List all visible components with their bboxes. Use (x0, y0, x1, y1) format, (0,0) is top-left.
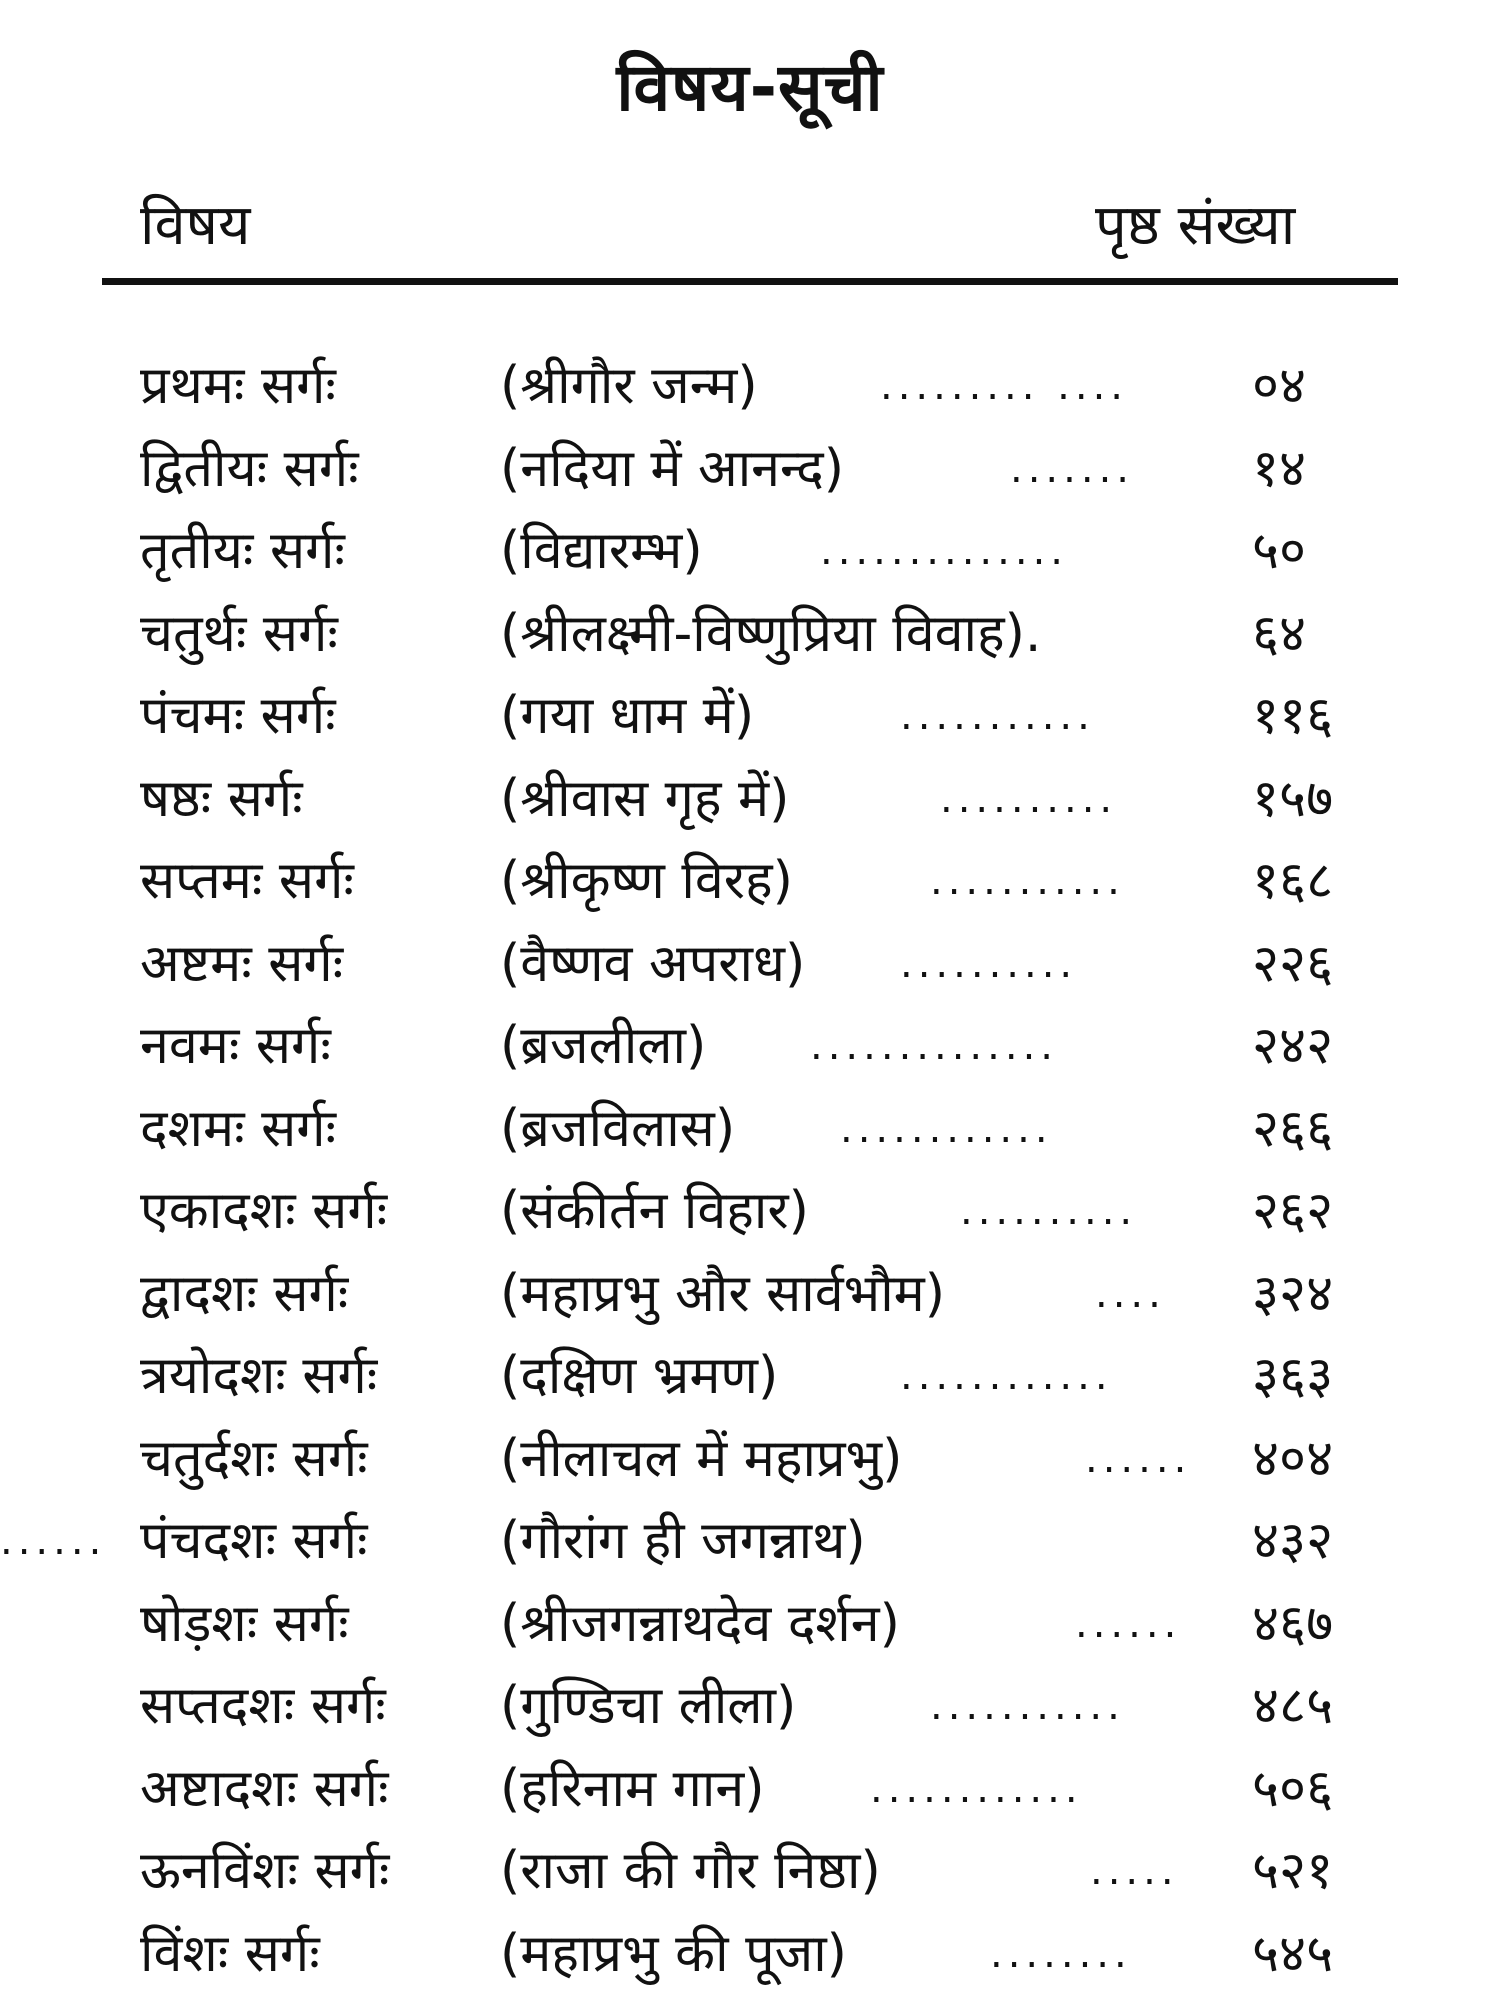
page-number: ४३२ (1252, 1511, 1334, 1571)
toc-row (0, 758, 1500, 841)
header-divider (102, 278, 1398, 285)
chapter-name: प्रथमः सर्गः (140, 356, 336, 416)
chapter-name: तृतीयः सर्गः (140, 521, 345, 581)
chapter-topic: (श्रीजगन्नाथदेव दर्शन) (500, 1593, 900, 1654)
page-number: ६४ (1252, 603, 1307, 664)
chapter-topic: (श्रीगौर जन्म) (500, 356, 758, 416)
page-number: ४८५ (1252, 1676, 1334, 1736)
chapter-name: द्वितीयः सर्गः (140, 438, 359, 499)
chapter-topic: (नदिया में आनन्द) (500, 438, 844, 499)
chapter-name: षोड़शः सर्गः (140, 1593, 349, 1654)
toc-row (0, 675, 1500, 758)
page-number: ३२४ (1252, 1263, 1334, 1324)
page-number: ३६३ (1252, 1346, 1334, 1406)
dot-leader: ........... (900, 693, 1095, 739)
dot-leader: ......... .... (880, 363, 1129, 409)
toc-row (0, 1500, 1500, 1583)
chapter-name: सप्तदशः सर्गः (140, 1676, 386, 1736)
page-number: ५० (1252, 521, 1307, 581)
chapter-name: चतुर्थः सर्गः (140, 603, 338, 664)
page-number: १६८ (1252, 851, 1334, 911)
chapter-name: दशमः सर्गः (140, 1098, 337, 1159)
chapter-name: त्रयोदशः सर्गः (140, 1346, 378, 1406)
table-of-contents (0, 345, 1500, 1995)
chapter-topic: (नीलाचल में महाप्रभु) (500, 1428, 903, 1489)
toc-row (0, 923, 1500, 1006)
page-number: २६६ (1252, 1098, 1334, 1159)
chapter-name: अष्टादशः सर्गः (140, 1758, 389, 1819)
chapter-topic: (संकीर्तन विहार) (500, 1181, 809, 1241)
toc-row (0, 1253, 1500, 1336)
toc-row (0, 1005, 1500, 1088)
dot-leader: .......... (900, 940, 1078, 987)
chapter-topic: (गौरांग ही जगन्नाथ) (500, 1511, 866, 1571)
chapter-name: पंचमः सर्गः (140, 686, 336, 746)
chapter-name: षष्ठः सर्गः (140, 768, 303, 829)
page-number: २६२ (1252, 1181, 1334, 1241)
dot-leader: ............ (870, 1765, 1083, 1812)
chapter-name: ऊनविंशः सर्गः (140, 1841, 390, 1901)
dot-leader: ..... (1090, 1848, 1179, 1894)
chapter-name: पंचदशः सर्गः (140, 1511, 368, 1571)
column-header-page-number: पृष्ठ संख्या (1095, 193, 1296, 258)
page-number: २२६ (1252, 933, 1334, 994)
page-number: ११६ (1252, 686, 1334, 746)
dot-leader: ...... (1075, 1600, 1182, 1647)
toc-row (0, 1088, 1500, 1171)
toc-row (0, 593, 1500, 676)
page-number: ४०४ (1252, 1428, 1334, 1489)
dot-leader: .............. (810, 1023, 1059, 1069)
toc-row (0, 1748, 1500, 1831)
chapter-topic: (गया धाम में) (500, 686, 755, 746)
column-header-subject: विषय (140, 193, 251, 258)
chapter-topic: (ब्रजविलास) (500, 1098, 736, 1159)
chapter-topic: (वैष्णव अपराध) (500, 933, 806, 994)
toc-row (0, 510, 1500, 593)
chapter-name: सप्तमः सर्गः (140, 851, 354, 911)
toc-row (0, 428, 1500, 511)
chapter-topic: (श्रीवास गृह में) (500, 768, 790, 829)
page-number: ४६७ (1252, 1593, 1334, 1654)
chapter-name: विंशः सर्गः (140, 1923, 320, 1984)
page-number: २४२ (1252, 1016, 1334, 1076)
chapter-name: अष्टमः सर्गः (140, 933, 344, 994)
toc-row (0, 1665, 1500, 1748)
page-number: ५२१ (1252, 1841, 1334, 1901)
dot-leader: .......... (960, 1188, 1138, 1234)
page-number: ५४५ (1252, 1923, 1334, 1984)
chapter-topic: (दक्षिण भ्रमण) (500, 1346, 779, 1406)
chapter-name: द्वादशः सर्गः (140, 1263, 349, 1324)
chapter-topic: (विद्यारम्भ) (500, 521, 703, 581)
chapter-topic: (महाप्रभु और सार्वभौम) (500, 1263, 946, 1324)
chapter-topic: (हरिनाम गान) (500, 1758, 765, 1819)
dot-leader: ...... (0, 1518, 107, 1564)
toc-row (0, 840, 1500, 923)
dot-leader: ............ (900, 1353, 1113, 1399)
dot-leader: ........ (990, 1930, 1132, 1977)
dot-leader: ....... (1010, 445, 1135, 492)
toc-row (0, 1418, 1500, 1501)
page-number: ५०६ (1252, 1758, 1334, 1819)
toc-row (0, 345, 1500, 428)
dot-leader: .............. (820, 528, 1069, 574)
page-number: १५७ (1252, 768, 1334, 829)
dot-leader: .......... (940, 775, 1118, 822)
page-number: ०४ (1252, 356, 1307, 416)
chapter-topic: (श्रीकृष्ण विरह) (500, 851, 793, 911)
chapter-topic: (श्रीलक्ष्मी-विष्णुप्रिया विवाह). (500, 603, 1042, 664)
toc-row (0, 1830, 1500, 1913)
dot-leader: ...... (1085, 1435, 1192, 1482)
dot-leader: ............ (840, 1105, 1053, 1152)
chapter-name: चतुर्दशः सर्गः (140, 1428, 368, 1489)
dot-leader: ........... (930, 1683, 1125, 1729)
dot-leader: ........... (930, 858, 1125, 904)
chapter-topic: (महाप्रभु की पूजा) (500, 1923, 847, 1984)
page-number: १४ (1252, 438, 1307, 499)
dot-leader: .... (1095, 1270, 1166, 1317)
chapter-topic: (गुण्डिचा लीला) (500, 1676, 797, 1736)
chapter-name: एकादशः सर्गः (140, 1181, 388, 1241)
page-title: विषय-सूची (616, 49, 884, 126)
toc-row (0, 1583, 1500, 1666)
chapter-name: नवमः सर्गः (140, 1016, 331, 1076)
toc-row (0, 1170, 1500, 1253)
toc-row (0, 1913, 1500, 1996)
chapter-topic: (ब्रजलीला) (500, 1016, 707, 1076)
toc-row (0, 1335, 1500, 1418)
chapter-topic: (राजा की गौर निष्ठा) (500, 1841, 881, 1901)
